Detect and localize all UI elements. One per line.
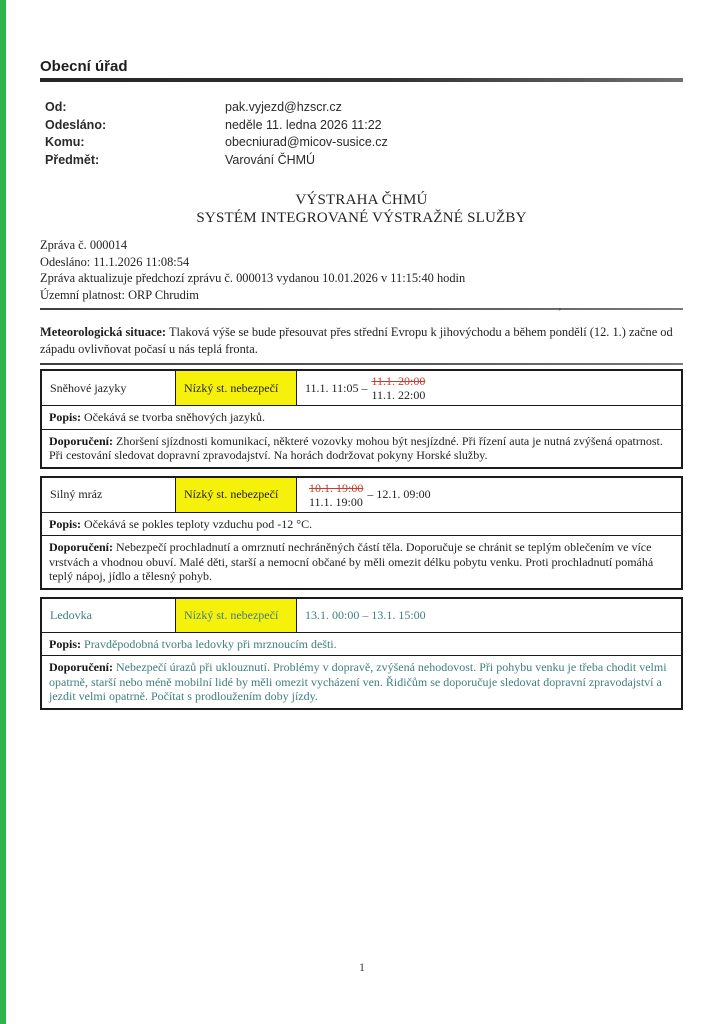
email-sent-value: neděle 11. ledna 2026 11:22: [225, 117, 382, 132]
validity-suffix: – 12.1. 09:00: [367, 487, 431, 502]
warning-table-snehove-jazyky: [40, 369, 683, 469]
validity-cell: [297, 478, 681, 512]
doporuceni-row: [42, 535, 681, 588]
section-divider-tables: [40, 363, 683, 365]
danger-level-cell: Nízký st. nebezpečí: [175, 599, 297, 632]
email-to-value: obecniurad@micov-susice.cz: [225, 135, 388, 149]
email-sent-label: Odesláno:: [45, 117, 107, 132]
scan-artifact-mark: ’: [558, 306, 562, 318]
popis-label: Popis:: [49, 516, 82, 531]
doporuceni-row: [42, 655, 681, 708]
doporuceni-text: Nebezpečí prochladnutí a omrznutí nechráněných částí těla. Doporučuje se chránit se teplým oblečením ve více vrstvách a vhodnou obuví. Malé děti, starší a nemocní občané by měli omezit délku pobytu venku. Proti prochladnutí pomáhá teplý nápoj, jídlo a tělesný pohyb.: [49, 540, 654, 583]
warning-head-row: [42, 599, 681, 632]
message-sent: Odesláno: 11.1.2026 11:08:54: [40, 254, 190, 269]
validity-new: 11.1. 22:00: [371, 388, 426, 402]
validity-correction: [309, 481, 363, 509]
meteorological-situation: [40, 324, 683, 357]
warning-title-line1: VÝSTRAHA ČHMÚ: [295, 192, 428, 208]
doporuceni-text: Nebezpečí úrazů při uklouznutí. Problémy v dopravě, zvýšená nehodovost. Při pohybu venku je třeba chodit velmi opatrně, starší nebo méně mobilní lidé by měli omezit vycházení ven. Řidičům se doporučuje sledovat dopravní zpravodajství a jezdit velmi opatrně. Počítat s prodloužením doby jízdy.: [49, 660, 667, 703]
message-territory: Územní platnost: ORP Chrudim: [40, 287, 199, 302]
popis-row: [42, 632, 681, 656]
popis-row: [42, 405, 681, 429]
danger-level-cell: Nízký st. nebezpečí: [175, 371, 297, 405]
email-to-label: Komu:: [45, 135, 85, 149]
email-from-label: Od:: [45, 100, 67, 114]
doporuceni-label: Doporučení:: [49, 660, 113, 674]
popis-text: Očekává se pokles teploty vzduchu pod -12 °C.: [84, 516, 313, 531]
doporuceni-label: Doporučení:: [49, 540, 113, 554]
heading-divider: [40, 78, 683, 82]
email-subject-value: Varování ČHMÚ: [225, 152, 316, 167]
email-header-fields: [40, 99, 683, 169]
doporuceni-label: Doporučení:: [49, 433, 113, 448]
popis-label: Popis:: [49, 636, 82, 651]
message-update-note: Zpráva aktualizuje předchozí zprávu č. 000013 vydanou 10.01.2026 v 11:15:40 hodin: [40, 271, 466, 285]
validity-old-struck: 11.1. 20:00: [371, 374, 426, 388]
warning-head-row: [42, 371, 681, 405]
validity-cell: [297, 599, 681, 632]
doporuceni-row: [42, 429, 681, 467]
situation-text: Tlaková výše se bude přesouvat přes střední Evropu k jihovýchodu a během pondělí (12. 1.) začne od západu ovlivňovat počasí u nás teplá fronta.: [40, 325, 673, 356]
warning-title: [40, 191, 683, 227]
warning-title-line2: SYSTÉM INTEGROVANÉ VÝSTRAŽNÉ SLUŽBY: [196, 210, 527, 226]
situation-label: Meteorologická situace:: [40, 325, 167, 339]
validity-prefix: 13.1. 00:00 – 13.1. 15:00: [305, 607, 426, 622]
validity-cell: [297, 371, 681, 405]
warning-head-row: [42, 478, 681, 512]
validity-old-struck: 10.1. 19:00: [309, 480, 364, 495]
popis-text: Pravděpodobná tvorba ledovky při mrznoucím dešti.: [84, 636, 337, 651]
validity-prefix: 11.1. 11:05 –: [305, 380, 368, 395]
validity-new: 11.1. 19:00: [309, 494, 363, 509]
phenomenon-cell: Sněhové jazyky: [50, 380, 127, 395]
sender-org-heading: Obecní úřad: [40, 58, 128, 75]
message-number: Zpráva č. 000014: [40, 238, 128, 252]
popis-text: Očekává se tvorba sněhových jazyků.: [84, 410, 265, 424]
email-from-value: pak.vyjezd@hzscr.cz: [225, 100, 342, 114]
page-number: 1: [359, 962, 365, 974]
popis-label: Popis:: [49, 410, 82, 424]
message-info-block: [40, 237, 683, 303]
validity-correction: [371, 374, 425, 402]
doporuceni-text: Zhoršení sjízdnosti komunikací, některé vozovky mohou být nesjízdné. Při řízení auta je nutná zvýšená opatrnost. Při cestování sledovat dopravní zpravodajství. Na horách dodržovat pokyny Horské služby.: [49, 433, 663, 462]
email-subject-label: Předmět:: [45, 152, 100, 167]
danger-level-cell: Nízký st. nebezpečí: [175, 478, 297, 512]
phenomenon-cell: Silný mráz: [50, 487, 103, 502]
phenomenon-cell: Ledovka: [50, 607, 92, 622]
scan-edge-stripe: [0, 0, 6, 1024]
section-divider-top: [40, 308, 683, 310]
warning-table-silny-mraz: [40, 476, 683, 590]
warning-table-ledovka: [40, 597, 683, 710]
popis-row: [42, 512, 681, 536]
